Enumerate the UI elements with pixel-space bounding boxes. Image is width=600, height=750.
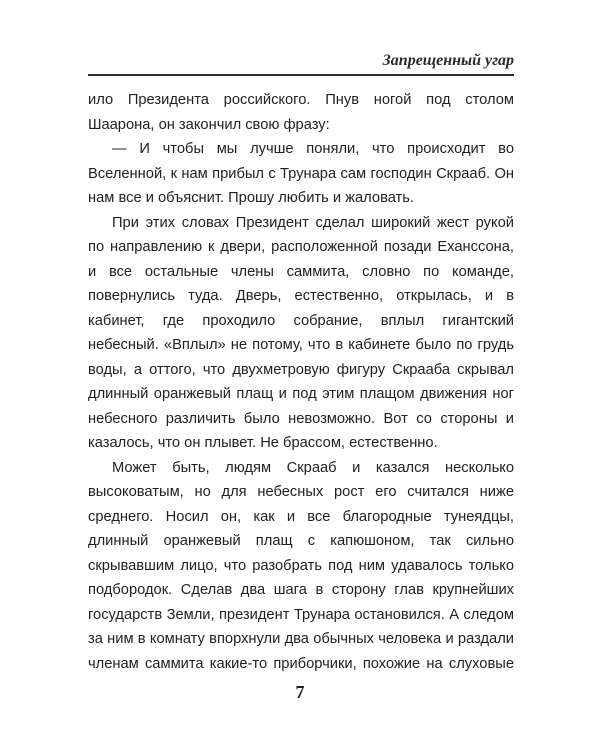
paragraph-3: При этих словах Президент сделал широкий жест рукой по направлению к двери, расположенной позади Еханссона, и все остальные члены саммита, словно по команде, повернулись туда. Дверь, естественно, открылась, и в кабинет, где проходило собрание, вплыл гигантский небесный. «Вплыл» не потому, что в кабинете было по грудь воды, а оттого, что двухметровую фигуру Скрааба скрывал длинный оранжевый плащ и под этим плащом движения ног небесного различить было невозможно. Вот со стороны и казалось, что он плывет. Не брассом, естественно. [88, 214, 514, 451]
page-number: 7 [295, 682, 305, 702]
paragraph-1: ило Президента российского. Пнув ногой под столом Шаарона, он закончил свою фразу: [88, 92, 514, 133]
paragraph-2: — И чтобы мы лучше поняли, что происходит во Вселенной, к нам прибыл с Трунара сам господин Скрааб. Он нам все и объяснит. Прошу любить и жаловать. [88, 141, 514, 206]
header-rule [88, 74, 514, 76]
running-title: Запрещенный угар [382, 52, 514, 69]
paragraph-4: Может быть, людям Скрааб и казался несколько высоковатым, но для небесных рост его считался ниже среднего. Носил он, как и все благородные тунеядцы, длинный оранжевый плащ с капюшоном, так сильно скрывавшим лицо, что разобрать под ним удавалось только подбородок. Сделав два шага в сторону глав крупнейших государств Земли, президент Трунара остановился. А следом за ним в комнату впорхнули два обычных человека и раздали членам саммита какие-то приборчики, похожие на слуховые [88, 459, 514, 672]
body-text [88, 88, 514, 676]
running-header [88, 52, 514, 76]
